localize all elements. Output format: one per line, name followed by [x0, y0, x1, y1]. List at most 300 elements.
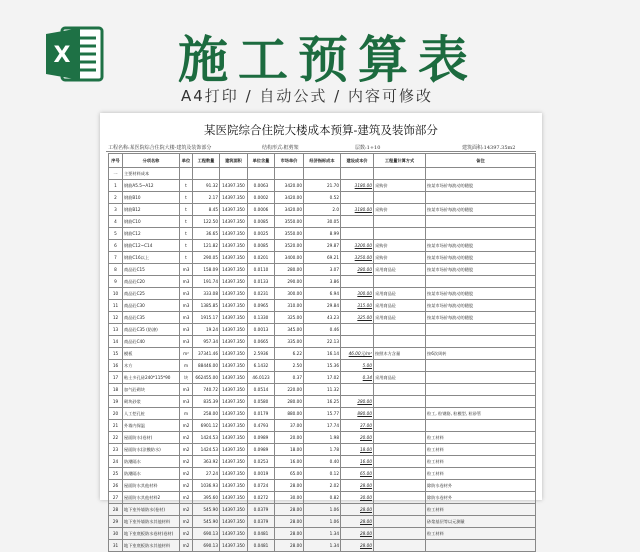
table-cell: 22 [109, 432, 123, 444]
table-cell: 29.87 [304, 240, 341, 252]
table-cell: 按某市场价每波动的随股 [426, 180, 536, 192]
table-cell: 按某市场价每波动的随股 [426, 240, 536, 252]
table-cell: 14397.350 [220, 372, 248, 384]
table-cell: 5 [109, 228, 123, 240]
table-cell: 14397.350 [220, 504, 248, 516]
table-cell: 2.5936 [248, 348, 275, 360]
table-cell: 1036.93 [193, 480, 220, 492]
table-cell: 11 [109, 300, 123, 312]
table-cell: 19 [109, 396, 123, 408]
table-cell [341, 168, 374, 180]
table-cell: 18.00 [341, 444, 374, 456]
table-cell: 按某市场价每波动的随股 [426, 288, 536, 300]
table-row [109, 312, 536, 324]
project-name: 工程名称:某医院综合住院大楼-建筑及装饰部分 [108, 145, 212, 151]
table-cell: 2.17 [193, 192, 220, 204]
table-row [109, 396, 536, 408]
table-cell [374, 360, 426, 372]
table-row [109, 516, 536, 528]
table-cell: 363.92 [193, 456, 220, 468]
table-cell: 46.0123 [248, 372, 275, 384]
table-cell [426, 420, 536, 432]
table-cell: 商品砼C15 [123, 264, 180, 276]
table-cell: 商品砼C25 [123, 288, 180, 300]
table-cell [374, 420, 426, 432]
table-cell: 28.00 [275, 528, 304, 540]
table-cell: 28.00 [275, 540, 304, 552]
column-header: 序号 [109, 154, 123, 168]
table-cell: m2 [180, 504, 193, 516]
table-cell: 345.00 [275, 324, 304, 336]
table-cell: 3250.00 [341, 252, 374, 264]
table-cell: t [180, 228, 193, 240]
table-cell [426, 276, 536, 288]
table-cell: 290.00 [275, 276, 304, 288]
table-cell: 0.0724 [248, 480, 275, 492]
table-cell [374, 528, 426, 540]
table-cell: 11.32 [304, 384, 341, 396]
table-cell: 158.09 [193, 264, 220, 276]
table-cell: 14397.350 [220, 228, 248, 240]
table-cell: 16.14 [304, 348, 341, 360]
table-cell: 395.60 [193, 492, 220, 504]
table-cell [426, 228, 536, 240]
table-cell: 15.77 [304, 408, 341, 420]
table-row [109, 480, 536, 492]
table-cell: 2.0 [304, 204, 341, 216]
table-cell: 14397.350 [220, 180, 248, 192]
table-cell: 19.24 [193, 324, 220, 336]
table-cell: 商品砼C35 (防渗) [123, 324, 180, 336]
table-cell: 280.00 [341, 396, 374, 408]
table-row [109, 180, 536, 192]
table-cell: 0.40 [304, 456, 341, 468]
table-cell: 280.00 [341, 264, 374, 276]
table-cell: 商品砼C20 [123, 276, 180, 288]
table-cell: 0.0025 [248, 228, 275, 240]
table-cell: 1915.17 [193, 312, 220, 324]
table-cell [374, 216, 426, 228]
table-cell: 防潮隔水 [123, 456, 180, 468]
table-cell: 1.34 [304, 540, 341, 552]
table-cell: 8.99 [304, 228, 341, 240]
table-cell: 商品砼C35 [123, 312, 180, 324]
table-cell: 1424.53 [193, 444, 220, 456]
table-cell: 4 [109, 216, 123, 228]
table-cell: 20.00 [275, 432, 304, 444]
table-cell: 0.0179 [248, 408, 275, 420]
table-cell: 粒工材料 [426, 456, 536, 468]
table-cell: 20.00 [341, 432, 374, 444]
table-cell [374, 444, 426, 456]
table-cell: 0.0379 [248, 504, 275, 516]
table-cell: 690.13 [193, 540, 220, 552]
table-row [109, 324, 536, 336]
table-cell: 粒工, 粒钢筋, 粒模型, 粒砂管 [426, 408, 536, 420]
table-cell: 0.0085 [248, 240, 275, 252]
table-cell: 14397.350 [220, 276, 248, 288]
table-cell: 37.00 [275, 420, 304, 432]
table-cell: 0.82 [304, 492, 341, 504]
table-cell: 24 [109, 456, 123, 468]
table-cell [341, 384, 374, 396]
table-cell [426, 324, 536, 336]
table-cell: 335.00 [275, 336, 304, 348]
table-cell: 14397.350 [220, 444, 248, 456]
table-cell: 14397.350 [220, 432, 248, 444]
table-cell: 钢筋B10 [123, 192, 180, 204]
table-cell: 0.0253 [248, 456, 275, 468]
table-cell: 14397.350 [220, 216, 248, 228]
table-cell [304, 168, 341, 180]
table-cell: 545.90 [193, 516, 220, 528]
table-cell: 3400.00 [275, 252, 304, 264]
table-cell: 地下室底板防水其他材料 [123, 540, 180, 552]
table-cell: 0.0665 [248, 336, 275, 348]
table-cell: 0.0063 [248, 180, 275, 192]
table-cell: 按某市场价每波动的随股 [426, 312, 536, 324]
table-cell: 3520.00 [275, 240, 304, 252]
table-cell: 29.84 [304, 300, 341, 312]
table-cell [426, 192, 536, 204]
table-cell: 14397.350 [220, 492, 248, 504]
table-cell: 69.21 [304, 252, 341, 264]
table-cell: 30.00 [341, 492, 374, 504]
info-divider [106, 151, 536, 152]
table-cell: 258.00 [193, 408, 220, 420]
table-cell [220, 168, 248, 180]
table-row [109, 192, 536, 204]
column-header: 市场单价 [275, 154, 304, 168]
table-cell: 采用商品砼 [374, 264, 426, 276]
table-cell: 5.00 [341, 360, 374, 372]
table-row [109, 300, 536, 312]
table-cell [426, 540, 536, 552]
table-cell [374, 432, 426, 444]
table-cell [193, 168, 220, 180]
table-cell: 2.02 [304, 480, 341, 492]
table-cell: 0.0085 [248, 216, 275, 228]
table-cell [341, 216, 374, 228]
table-cell: 3.07 [304, 264, 341, 276]
table-cell: 3550.00 [275, 216, 304, 228]
table-cell: 14397.350 [220, 252, 248, 264]
table-cell [374, 396, 426, 408]
table-cell: 31 [109, 540, 123, 552]
table-cell: m2 [180, 480, 193, 492]
table-cell: 65.00 [275, 468, 304, 480]
table-cell: 1424.53 [193, 432, 220, 444]
table-cell: 325.00 [275, 312, 304, 324]
table-cell: 65.00 [341, 468, 374, 480]
table-cell: m2 [180, 516, 193, 528]
table-cell: 14397.350 [220, 360, 248, 372]
table-row [109, 216, 536, 228]
table-cell: 17 [109, 372, 123, 384]
table-cell: 121.82 [193, 240, 220, 252]
table-row [109, 492, 536, 504]
column-header: 建筑面积 [220, 154, 248, 168]
table-cell: 16.00 [275, 456, 304, 468]
table-cell: 16 [109, 360, 123, 372]
table-cell: 1.34 [304, 528, 341, 540]
table-cell [374, 336, 426, 348]
table-cell: 0.12 [304, 468, 341, 480]
table-cell: 0.46 [304, 324, 341, 336]
table-cell: 28.00 [275, 504, 304, 516]
table-cell [426, 360, 536, 372]
table-cell: 砂浆基层等以元测量 [426, 516, 536, 528]
table-cell: 钢筋B12 [123, 204, 180, 216]
table-cell: 2.50 [275, 360, 304, 372]
table-cell: 14397.350 [220, 264, 248, 276]
table-cell: 27.24 [193, 468, 220, 480]
table-row [109, 432, 536, 444]
table-cell: t [180, 192, 193, 204]
table-cell: 14397.350 [220, 456, 248, 468]
table-cell: 21.70 [304, 180, 341, 192]
table-row [109, 168, 536, 180]
table-cell: 0.37 [275, 372, 304, 384]
table-cell: 3550.00 [275, 228, 304, 240]
table-cell: 0.0201 [248, 252, 275, 264]
table-cell [374, 384, 426, 396]
table-cell: 6.22 [275, 348, 304, 360]
table-row [109, 276, 536, 288]
table-cell: 290.05 [193, 252, 220, 264]
table-cell: 315.00 [341, 300, 374, 312]
table-cell: m [180, 360, 193, 372]
table-cell: t [180, 204, 193, 216]
table-cell: 3200.00 [341, 240, 374, 252]
hero-subtitle: A4打印 / 自动公式 / 内容可修改 [181, 87, 433, 105]
table-cell: 9 [109, 276, 123, 288]
table-cell [341, 276, 374, 288]
table-cell [341, 192, 374, 204]
table-cell: 外墙内保温 [123, 420, 180, 432]
table-row [109, 252, 536, 264]
table-cell: 835.39 [193, 396, 220, 408]
table-cell: m3 [180, 264, 193, 276]
table-cell: 0.0580 [248, 396, 275, 408]
table-cell: 14397.350 [220, 348, 248, 360]
table-cell [374, 324, 426, 336]
table-cell: 粒工材料 [426, 468, 536, 480]
table-cell: 除防水卷材外 [426, 492, 536, 504]
table-cell: 0.0379 [248, 516, 275, 528]
table-cell: 3420.00 [275, 180, 304, 192]
table-cell: 14397.350 [220, 324, 248, 336]
table-row [109, 468, 536, 480]
table-cell: 14397.350 [220, 408, 248, 420]
table-cell: m² [180, 348, 193, 360]
table-cell: 14397.350 [220, 288, 248, 300]
table-cell: 1.98 [304, 432, 341, 444]
table-cell: 0.0989 [248, 432, 275, 444]
table-cell: 957.34 [193, 336, 220, 348]
table-cell [374, 516, 426, 528]
table-cell: 一 [109, 168, 123, 180]
table-cell: 14397.350 [220, 468, 248, 480]
column-header: 工程数量 [193, 154, 220, 168]
table-cell [426, 372, 536, 384]
excel-icon-letter: X [53, 43, 71, 68]
table-cell: 30 [109, 528, 123, 540]
table-cell [374, 456, 426, 468]
table-cell: 27 [109, 492, 123, 504]
table-cell: 690.13 [193, 528, 220, 540]
table-cell: 545.90 [193, 504, 220, 516]
table-cell: 钢筋C10 [123, 216, 180, 228]
table-cell: m2 [180, 492, 193, 504]
table-cell [275, 168, 304, 180]
table-cell: 按某市场价每波动的随股 [426, 264, 536, 276]
table-cell: m3 [180, 324, 193, 336]
table-row [109, 372, 536, 384]
table-cell: 14397.350 [220, 312, 248, 324]
table-cell: 37341.46 [193, 348, 220, 360]
table-cell: 粘土多孔砖240*115*90 [123, 372, 180, 384]
table-cell [374, 408, 426, 420]
table-cell: 8 [109, 264, 123, 276]
table-cell: 18 [109, 384, 123, 396]
spreadsheet-preview [100, 113, 542, 548]
column-header: 备注 [426, 154, 536, 168]
table-cell: 钢筋A5.5~A12 [123, 180, 180, 192]
table-cell: 3.86 [304, 276, 341, 288]
table-cell [374, 168, 426, 180]
table-cell: m2 [180, 468, 193, 480]
table-cell: 14397.350 [220, 540, 248, 552]
structure-type: 结构形式:框剪架 [262, 145, 299, 151]
table-cell: 3 [109, 204, 123, 216]
table-cell: m3 [180, 288, 193, 300]
table-cell: 地下室外墙防水其他材料 [123, 516, 180, 528]
table-cell: t [180, 216, 193, 228]
table-cell: 14397.350 [220, 384, 248, 396]
table-cell: m3 [180, 300, 193, 312]
table-cell [341, 336, 374, 348]
table-cell: t [180, 252, 193, 264]
table-cell: 粒工材料 [426, 432, 536, 444]
table-cell: 280.00 [275, 264, 304, 276]
table-cell [248, 168, 275, 180]
table-cell: 粒工材料 [426, 504, 536, 516]
table-cell: 砌块砂浆 [123, 396, 180, 408]
column-header: 单位 [180, 154, 193, 168]
table-cell: 模板 [123, 348, 180, 360]
table-cell [374, 480, 426, 492]
table-cell: 280.00 [275, 396, 304, 408]
table-cell [374, 492, 426, 504]
table-cell: 0.1330 [248, 312, 275, 324]
table-row [109, 228, 536, 240]
table-cell: 191.74 [193, 276, 220, 288]
table-row [109, 264, 536, 276]
table-cell: 28.00 [341, 480, 374, 492]
table-cell: 14397.350 [220, 420, 248, 432]
table-cell: 30.00 [275, 492, 304, 504]
table-cell: 6.1432 [248, 360, 275, 372]
table-cell: 粒工材料 [426, 444, 536, 456]
table-row [109, 456, 536, 468]
table-cell: 0.0272 [248, 492, 275, 504]
table-cell: 16.25 [304, 396, 341, 408]
table-cell: 2 [109, 192, 123, 204]
table-cell: 屋面防水其他材料 [123, 480, 180, 492]
table-row [109, 204, 536, 216]
table-row [109, 528, 536, 540]
table-cell: 28.00 [275, 480, 304, 492]
table-cell: 7 [109, 252, 123, 264]
building-area: 建筑面积:14397.35m2 [462, 145, 516, 151]
table-cell: 按照木方含量 [374, 348, 426, 360]
table-cell: 880.00 [341, 408, 374, 420]
table-cell: 6 [109, 240, 123, 252]
table-cell: 0.4793 [248, 420, 275, 432]
table-cell: 6901.12 [193, 420, 220, 432]
table-cell: 加气砼砌块 [123, 384, 180, 396]
table-cell: 740.72 [193, 384, 220, 396]
table-cell: 防潮隔水 [123, 468, 180, 480]
table-row [109, 444, 536, 456]
table-cell: 28.00 [341, 516, 374, 528]
table-cell: 0.0989 [248, 444, 275, 456]
table-cell: m2 [180, 432, 193, 444]
table-cell: m3 [180, 336, 193, 348]
table-cell: 3420.00 [275, 192, 304, 204]
table-cell [374, 192, 426, 204]
table-cell: m [180, 408, 193, 420]
table-cell: t [180, 180, 193, 192]
table-cell: 17.02 [304, 372, 341, 384]
table-cell: 1385.85 [193, 300, 220, 312]
excel-icon [42, 22, 106, 86]
table-cell: t [180, 240, 193, 252]
table-cell: 16.00 [341, 456, 374, 468]
table-cell: 按某市场价每波动的随股 [426, 300, 536, 312]
table-cell: 地下室底板防水卷材(卷材) [123, 528, 180, 540]
table-cell: 14397.350 [220, 192, 248, 204]
table-cell: 采购价 [374, 240, 426, 252]
table-cell: 21 [109, 420, 123, 432]
table-cell: 0.0965 [248, 300, 275, 312]
table-row [109, 504, 536, 516]
table-cell: 0.0133 [248, 276, 275, 288]
table-cell: 0.0013 [248, 324, 275, 336]
table-cell: 8.45 [193, 204, 220, 216]
column-header: 分项名称 [123, 154, 180, 168]
table-row [109, 540, 536, 552]
table-cell: 采用商品砼 [374, 300, 426, 312]
table-cell: m3 [180, 396, 193, 408]
table-cell: 采购价 [374, 180, 426, 192]
table-cell: 325.00 [341, 312, 374, 324]
table-cell: 除防水卷材外 [426, 480, 536, 492]
table-cell: 采用商品砼 [374, 312, 426, 324]
table-cell: 333.08 [193, 288, 220, 300]
table-cell: 14397.350 [220, 396, 248, 408]
table-cell: 屋面防水(卷材) [123, 432, 180, 444]
table-cell: 商品砼C30 [123, 300, 180, 312]
table-cell: 1.78 [304, 444, 341, 456]
table-cell [180, 168, 193, 180]
table-cell: 310.00 [275, 300, 304, 312]
table-cell: 28.00 [341, 528, 374, 540]
table-cell: 14 [109, 336, 123, 348]
table-cell: 15 [109, 348, 123, 360]
table-row [109, 360, 536, 372]
